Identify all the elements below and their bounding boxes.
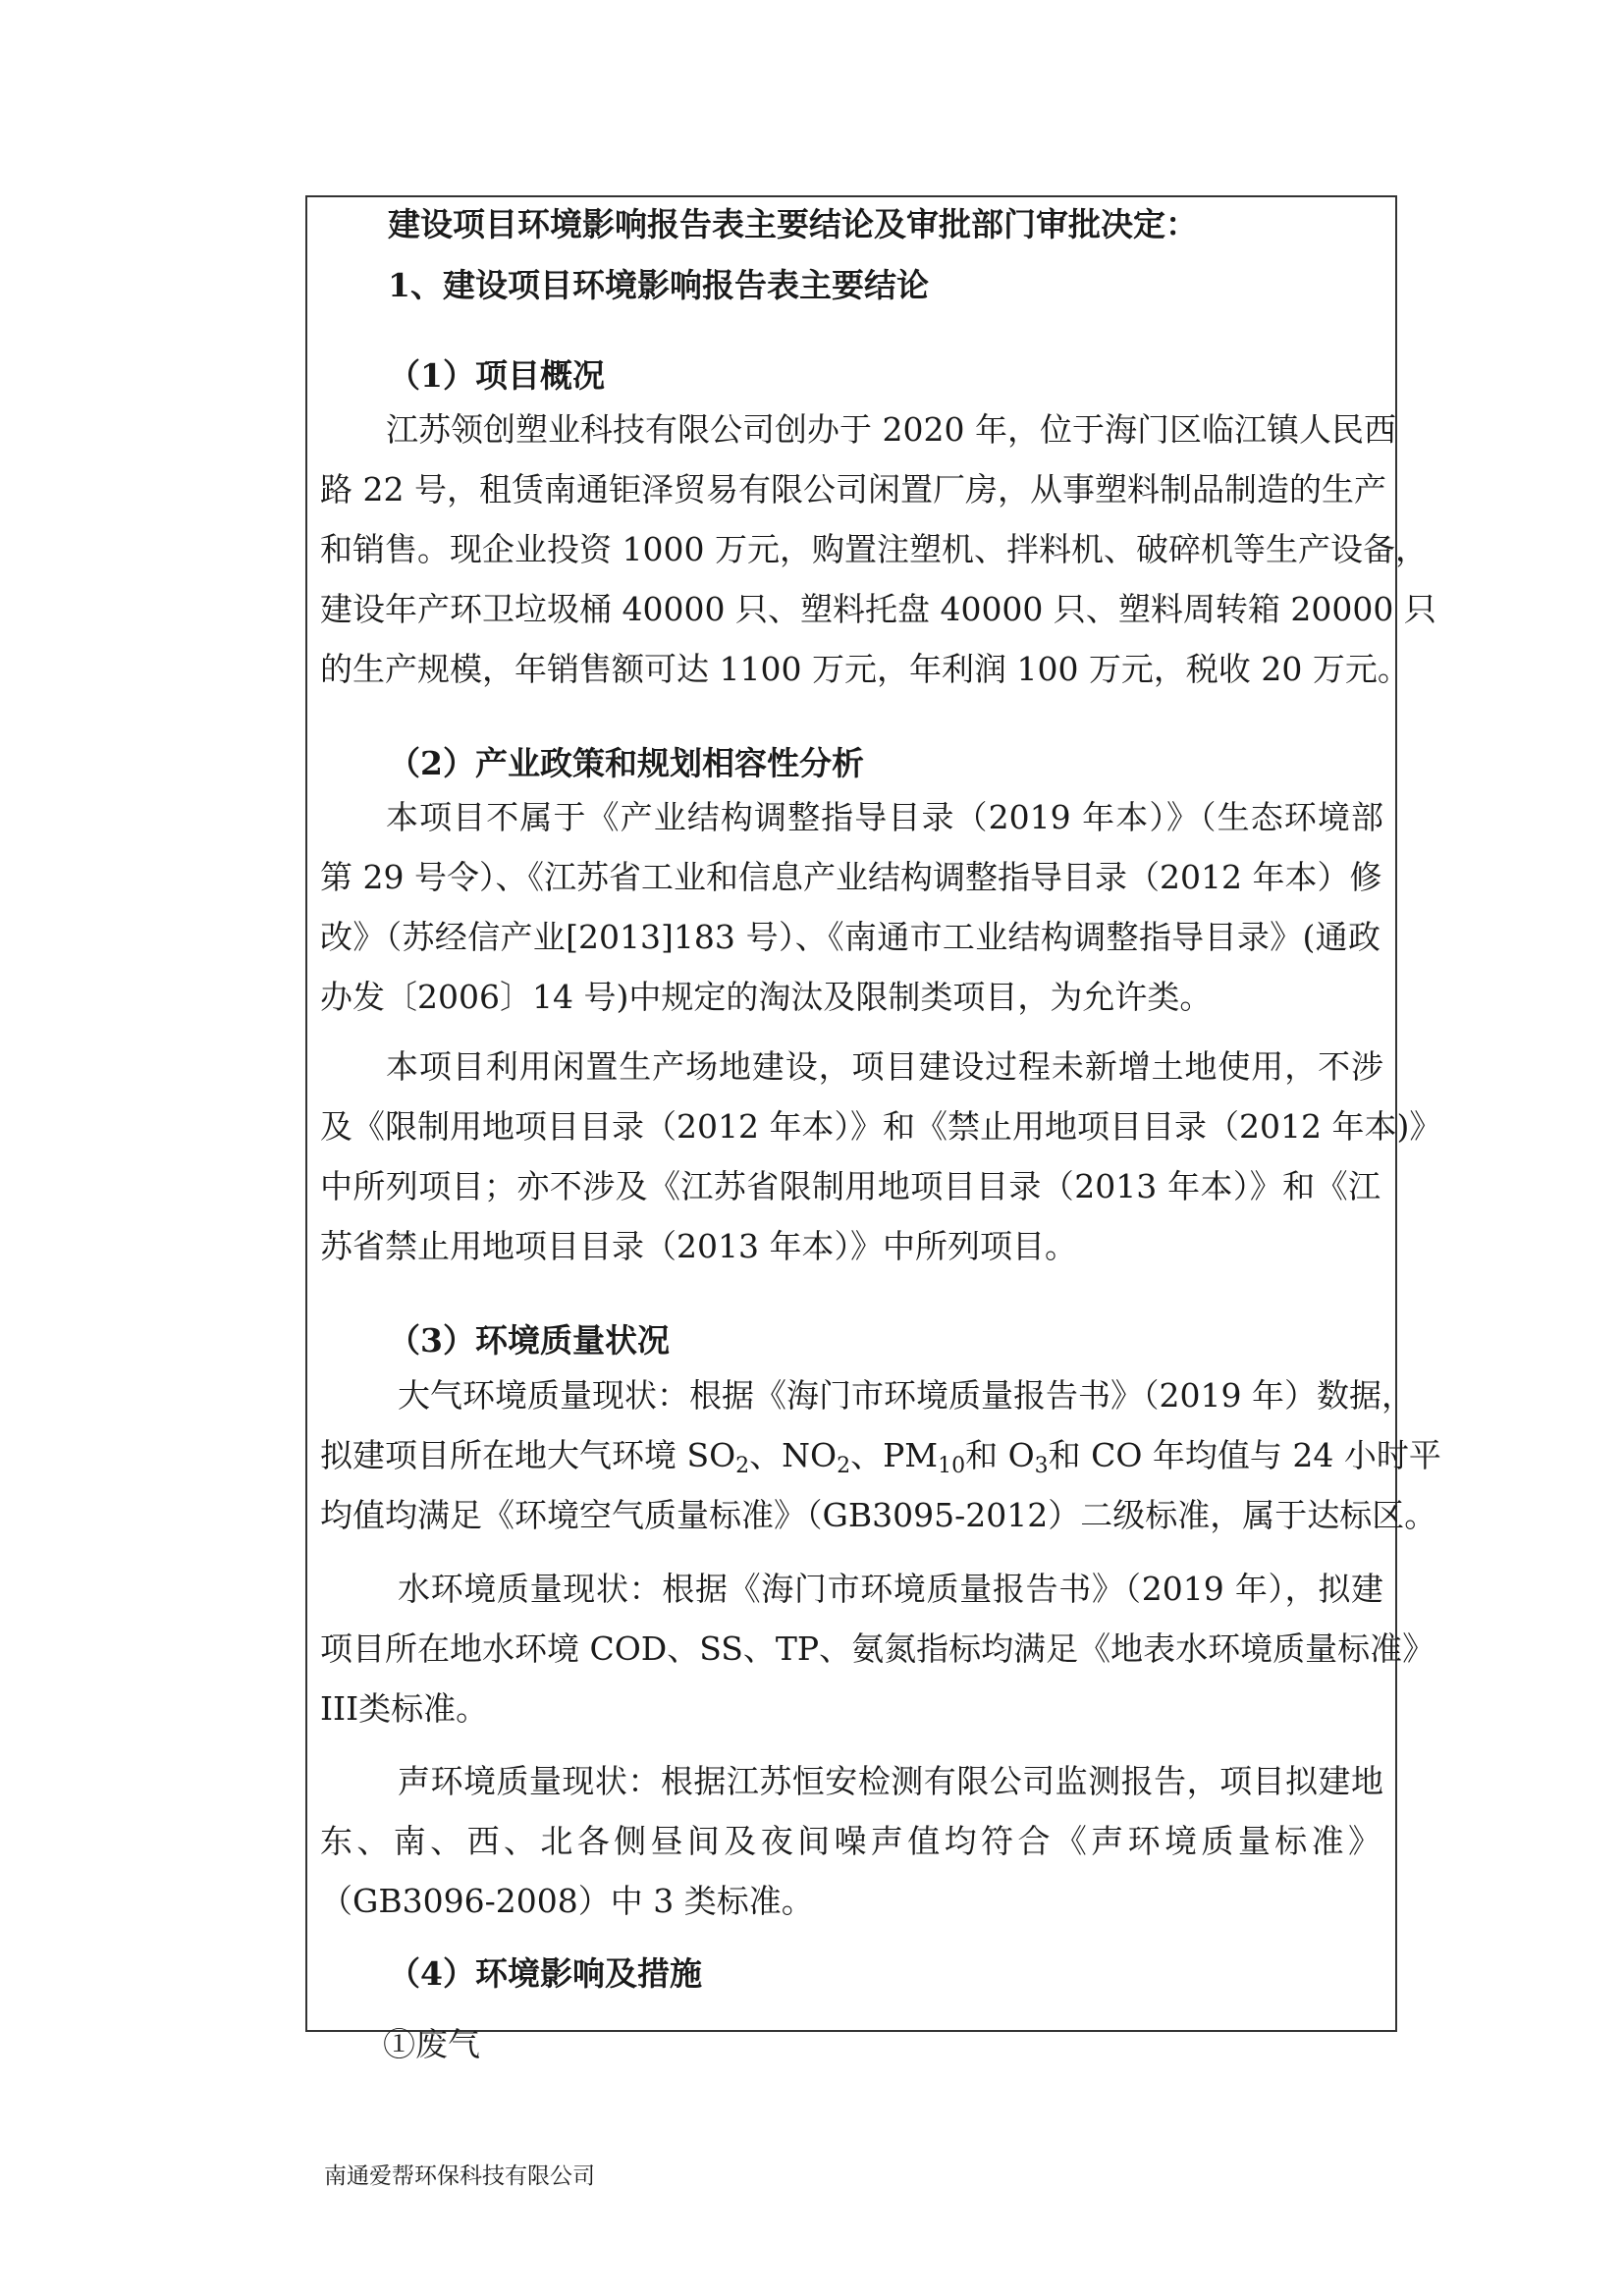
overview-line-3: 和销售。现企业投资 1000 万元，购置注塑机、拌料机、破碎机等生产设备， xyxy=(320,530,1428,568)
water-quality-line-2: 项目所在地水环境 COD、SS、TP、氨氮指标均满足《地表水环境质量标准》 xyxy=(320,1629,1435,1668)
subsection-4-title: （4）环境影响及措施 xyxy=(388,1954,702,1993)
noise-quality-line-3: （GB3096-2008）中 3 类标准。 xyxy=(320,1882,814,1920)
policy-p2-line-2: 及《限制用地项目目录（2012 年本）》和《禁止用地项目目录（2012 年本)》 xyxy=(320,1107,1442,1146)
policy-p1-line-4: 办发〔2006〕14 号)中规定的淘汰及限制类项目，为允许类。 xyxy=(320,978,1213,1016)
overview-line-2: 路 22 号，租赁南通钜泽贸易有限公司闲置厂房，从事塑料制品制造的生产 xyxy=(320,470,1386,508)
air-quality-line-1: 大气环境质量现状：根据《海门市环境质量报告书》（2019 年）数据， xyxy=(398,1376,1414,1415)
waste-gas-item: ①废气 xyxy=(383,2025,480,2063)
page-footer-company: 南通爱帮环保科技有限公司 xyxy=(324,2163,595,2189)
section-1-title: 1、建设项目环境影响报告表主要结论 xyxy=(388,266,929,304)
overview-line-1: 江苏领创塑业科技有限公司创办于 2020 年，位于海门区临江镇人民西 xyxy=(386,410,1396,449)
policy-p1-line-1: 本项目不属于《产业结构调整指导目录（2019 年本）》（生态环境部 xyxy=(386,798,1383,836)
subsection-2-title: （2）产业政策和规划相容性分析 xyxy=(388,744,864,782)
page-heading: 建设项目环境影响报告表主要结论及审批部门审批决定： xyxy=(388,205,1198,243)
overview-line-4: 建设年产环卫垃圾桶 40000 只、塑料托盘 40000 只、塑料周转箱 20000 只 xyxy=(320,590,1436,628)
policy-p1-line-2: 第 29 号令）、《江苏省工业和信息产业结构调整指导目录（2012 年本）修 xyxy=(320,858,1382,896)
policy-p2-line-1: 本项目利用闲置生产场地建设，项目建设过程未新增土地使用，不涉 xyxy=(386,1047,1383,1086)
overview-line-5: 的生产规模，年销售额可达 1100 万元，年利润 100 万元，税收 20 万元。 xyxy=(320,650,1410,688)
policy-p1-line-3: 改》（苏经信产业[2013]183 号）、《南通市工业结构调整指导目录》(通政 xyxy=(320,918,1380,956)
subsection-3-title: （3）环境质量状况 xyxy=(388,1321,670,1360)
air-quality-line-3: 均值均满足《环境空气质量标准》（GB3095-2012）二级标准，属于达标区。 xyxy=(320,1496,1437,1534)
policy-p2-line-4: 苏省禁止用地项目目录（2013 年本）》中所列项目。 xyxy=(320,1227,1077,1265)
subsection-1-title: （1）项目概况 xyxy=(388,356,605,395)
noise-quality-line-2: 东、南、西、北各侧昼间及夜间噪声值均符合《声环境质量标准》 xyxy=(320,1822,1380,1860)
policy-p2-line-3: 中所列项目；亦不涉及《江苏省限制用地项目目录（2013 年本）》和《江 xyxy=(320,1167,1380,1205)
water-quality-line-1: 水环境质量现状：根据《海门市环境质量报告书》（2019 年），拟建 xyxy=(398,1570,1383,1608)
water-quality-line-3: III类标准。 xyxy=(320,1689,489,1728)
noise-quality-line-1: 声环境质量现状：根据江苏恒安检测有限公司监测报告，项目拟建地 xyxy=(398,1762,1383,1800)
air-quality-line-2: 拟建项目所在地大气环境 $SO_2$、$NO_2$、$PM_{10}$和 $O_3$和 CO 年均值与 24 小时平 xyxy=(320,1436,1441,1478)
